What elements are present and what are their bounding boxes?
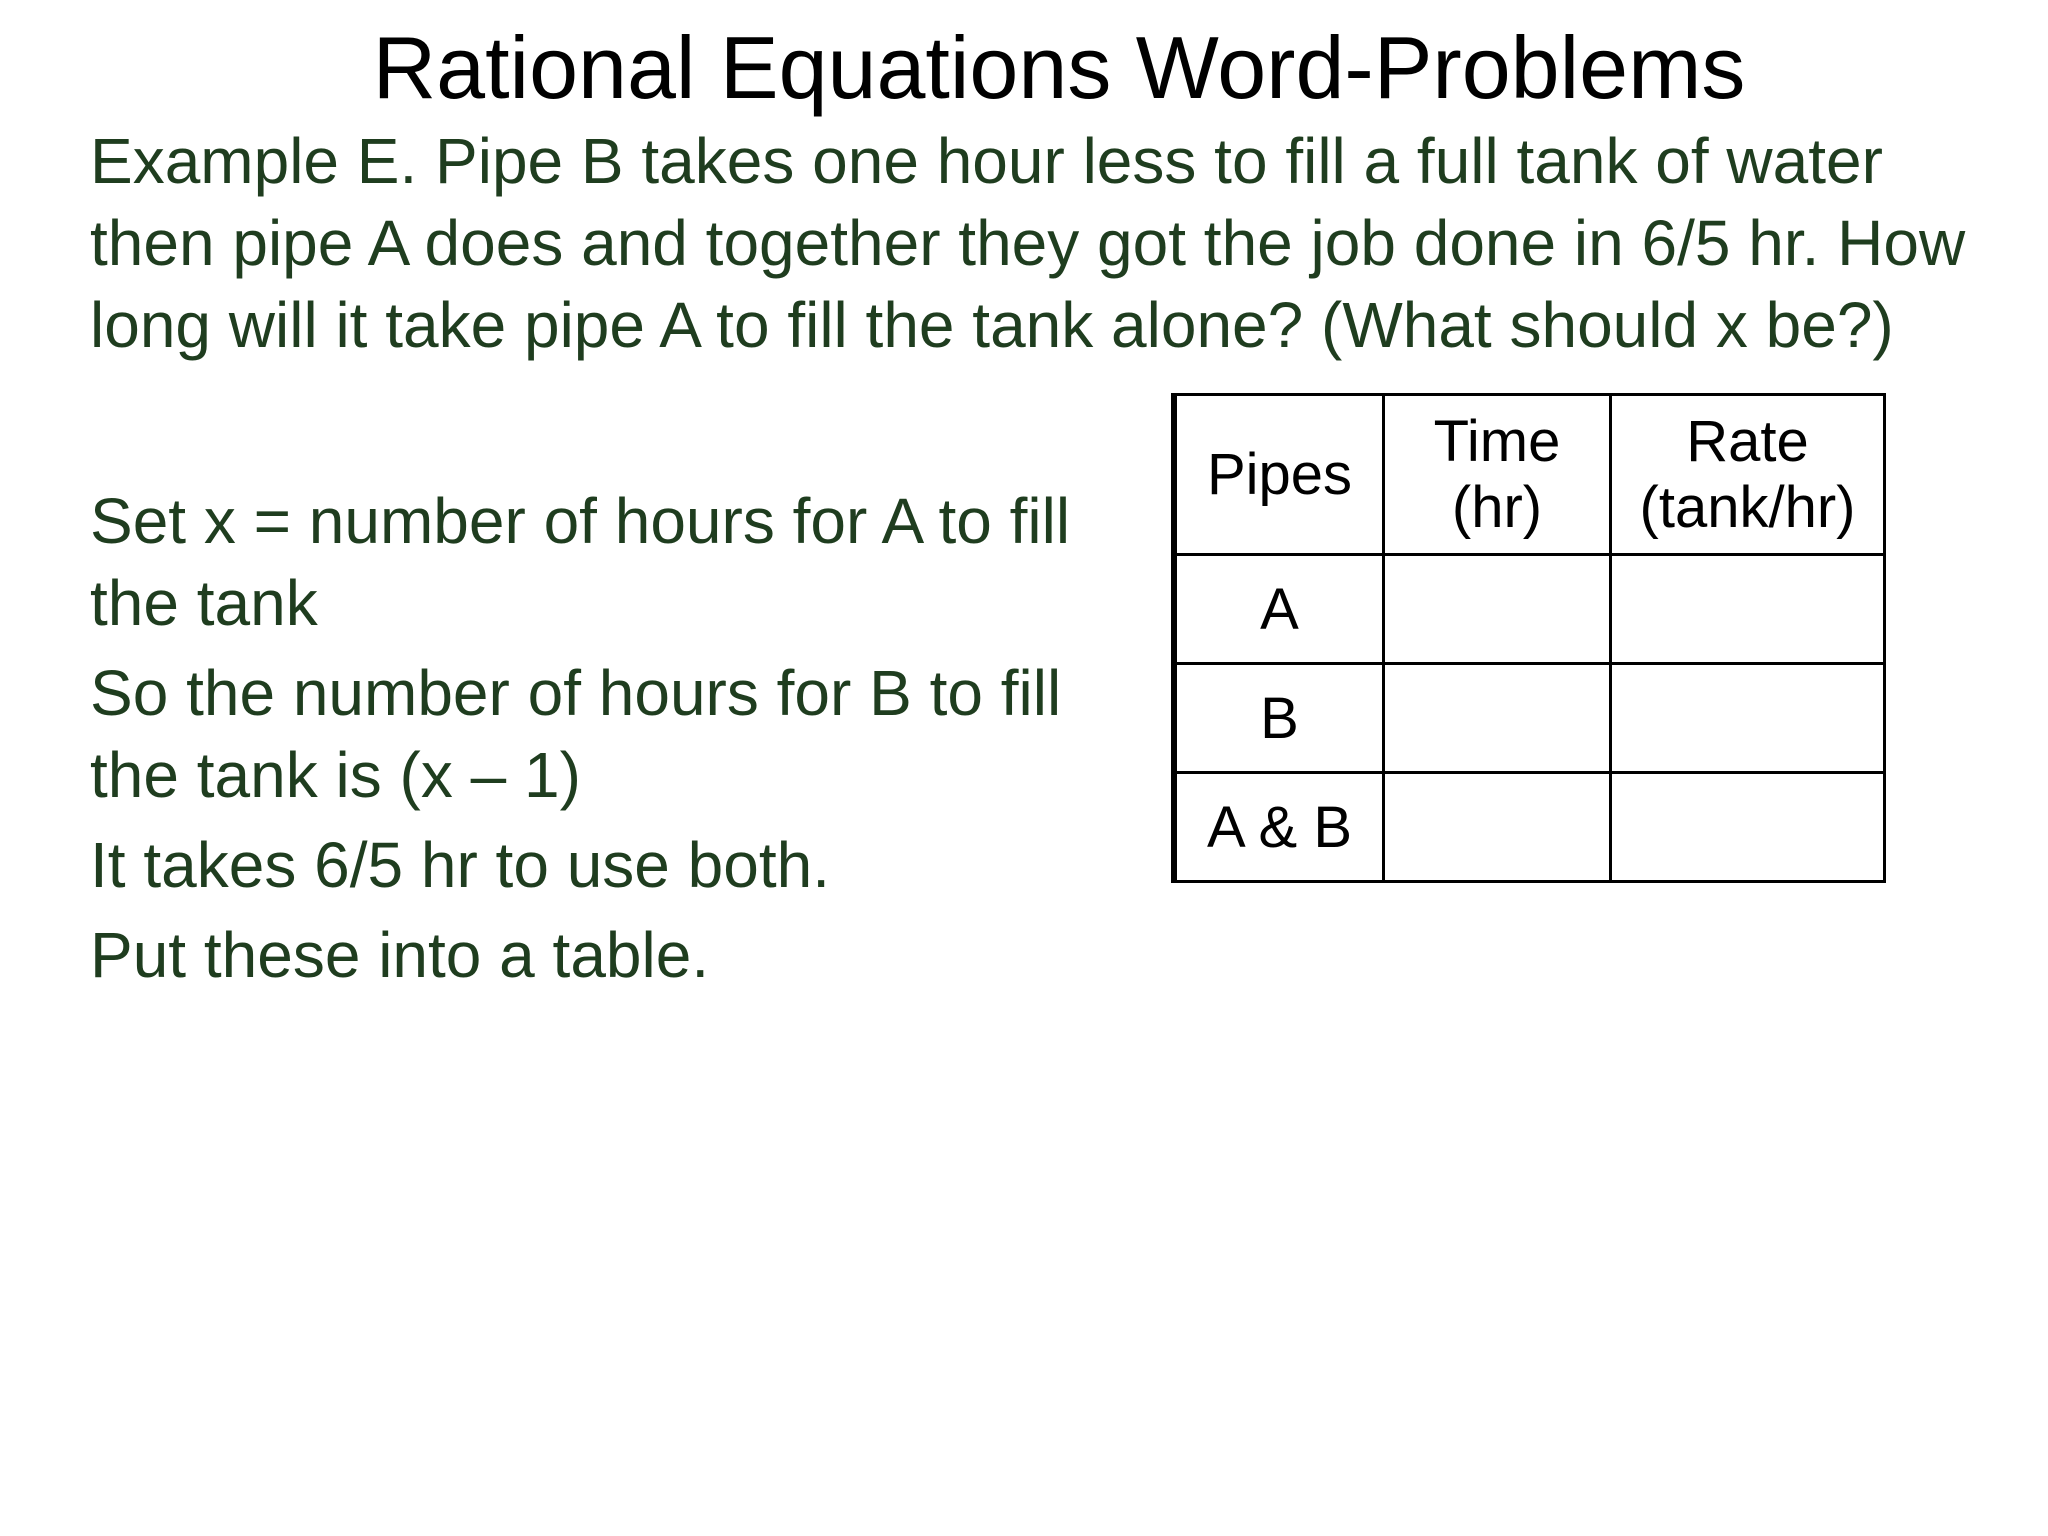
header-time-label: Time	[1433, 408, 1561, 474]
table-header-row	[1174, 395, 1885, 555]
header-pipes: Pipes	[1174, 395, 1384, 555]
slide-title: Rational Equations Word-Problems	[372, 18, 1746, 117]
cell-rate-a	[1611, 555, 1885, 664]
cell-time-b	[1384, 664, 1611, 773]
table-row	[1174, 773, 1885, 882]
cell-pipe-ab: A & B	[1174, 773, 1384, 882]
header-time-unit: (hr)	[1451, 474, 1543, 540]
pipes-table	[1171, 393, 1886, 883]
header-rate-label: Rate	[1686, 408, 1809, 474]
cell-pipe-b: B	[1174, 664, 1384, 773]
cell-rate-ab	[1611, 773, 1885, 882]
solution-steps	[90, 480, 1120, 1004]
step-pipe-b-time: So the number of hours for B to fill the tank is (x – 1)	[90, 657, 1062, 811]
table-row	[1174, 555, 1885, 664]
cell-pipe-a: A	[1174, 555, 1384, 664]
header-time	[1384, 395, 1611, 555]
header-rate-unit: (tank/hr)	[1639, 474, 1856, 540]
cell-rate-b	[1611, 664, 1885, 773]
step-define-x: Set x = number of hours for A to fill the tank	[90, 485, 1071, 639]
header-rate	[1611, 395, 1885, 555]
table-row	[1174, 664, 1885, 773]
cell-time-a	[1384, 555, 1611, 664]
problem-statement: Example E. Pipe B takes one hour less to fill a full tank of water then pipe A does and together they got the job done in 6/5 hr. How long will it take pipe A to fill the tank alone? (What should x be?)	[90, 125, 1966, 361]
cell-time-ab	[1384, 773, 1611, 882]
step-table-instruction: Put these into a table.	[90, 919, 710, 991]
step-combined-time: It takes 6/5 hr to use both.	[90, 829, 830, 901]
